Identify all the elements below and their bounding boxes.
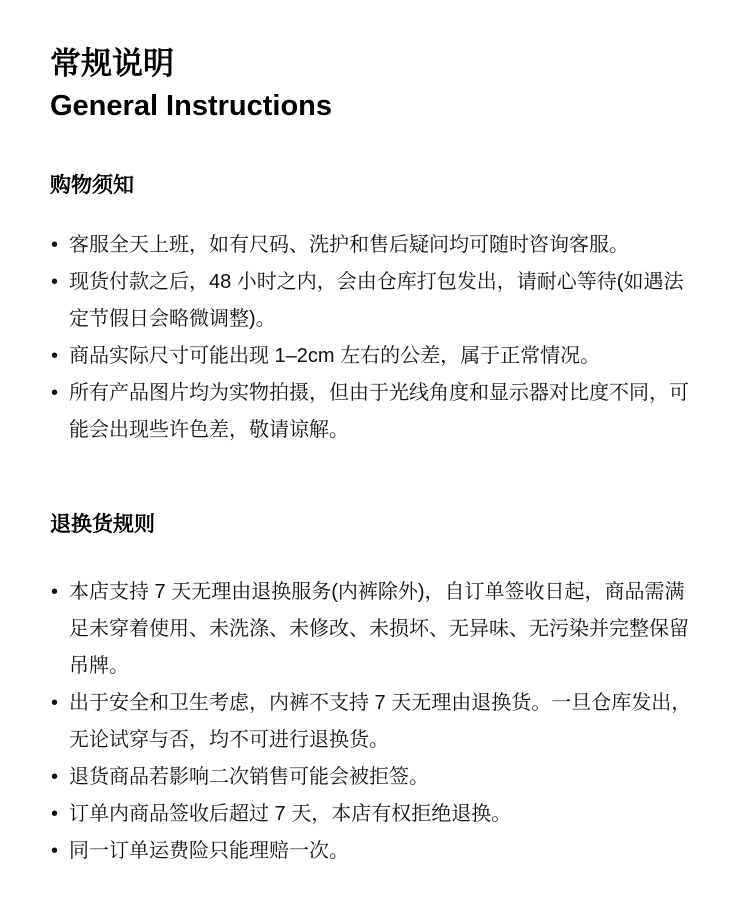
bullet-icon: • [51,581,59,603]
shopping-notice-heading: 购物须知 [50,174,134,197]
bullet-icon: • [51,803,59,825]
list-item [50,833,700,870]
page-title-en: General Instructions [50,90,333,122]
list-item [50,375,700,449]
list-item-text: 出于安全和卫生考虑，内裤不支持 7 天无理由退换货。一旦仓库发出，无论试穿与否，均不可进行退换货。 [69,692,692,751]
list-item-text: 现货付款之后，48 小时之内，会由仓库打包发出，请耐心等待(如遇法定节假日会略微调整)。 [69,271,684,330]
list-item [50,796,700,833]
bullet-icon: • [51,840,59,862]
return-policy-list [50,574,700,870]
list-item-text: 商品实际尺寸可能出现 1–2cm 左右的公差，属于正常情况。 [69,345,601,367]
section-shopping-notice [50,173,700,449]
bullet-icon: • [51,234,59,256]
bullet-icon: • [51,692,59,714]
list-item-text: 所有产品图片均为实物拍摄，但由于光线角度和显示器对比度不同，可能会出现些许色差，敬请谅解。 [69,382,689,441]
section-return-policy [50,512,700,870]
bullet-icon: • [51,766,59,788]
list-item-text: 客服全天上班，如有尺码、洗护和售后疑问均可随时咨询客服。 [69,234,629,256]
bullet-icon: • [51,345,59,367]
list-item-text: 订单内商品签收后超过 7 天，本店有权拒绝退换。 [69,803,512,825]
list-item-text: 本店支持 7 天无理由退换服务(内裤除外)，自订单签收日起，商品需满足未穿着使用、未洗涤、未修改、未损坏、无异味、无污染并完整保留吊牌。 [69,581,689,677]
return-policy-heading: 退换货规则 [50,513,155,536]
page-header [50,44,700,124]
bullet-icon: • [51,271,59,293]
bullet-icon: • [51,382,59,404]
shopping-notice-list [50,227,700,449]
list-item [50,264,700,338]
list-item-text: 退货商品若影响二次销售可能会被拒签。 [69,766,429,788]
list-item [50,759,700,796]
list-item [50,338,700,375]
page-title-zh: 常规说明 [50,46,174,81]
list-item-text: 同一订单运费险只能理赔一次。 [69,840,349,862]
list-item [50,685,700,759]
list-item [50,227,700,264]
list-item [50,574,700,685]
